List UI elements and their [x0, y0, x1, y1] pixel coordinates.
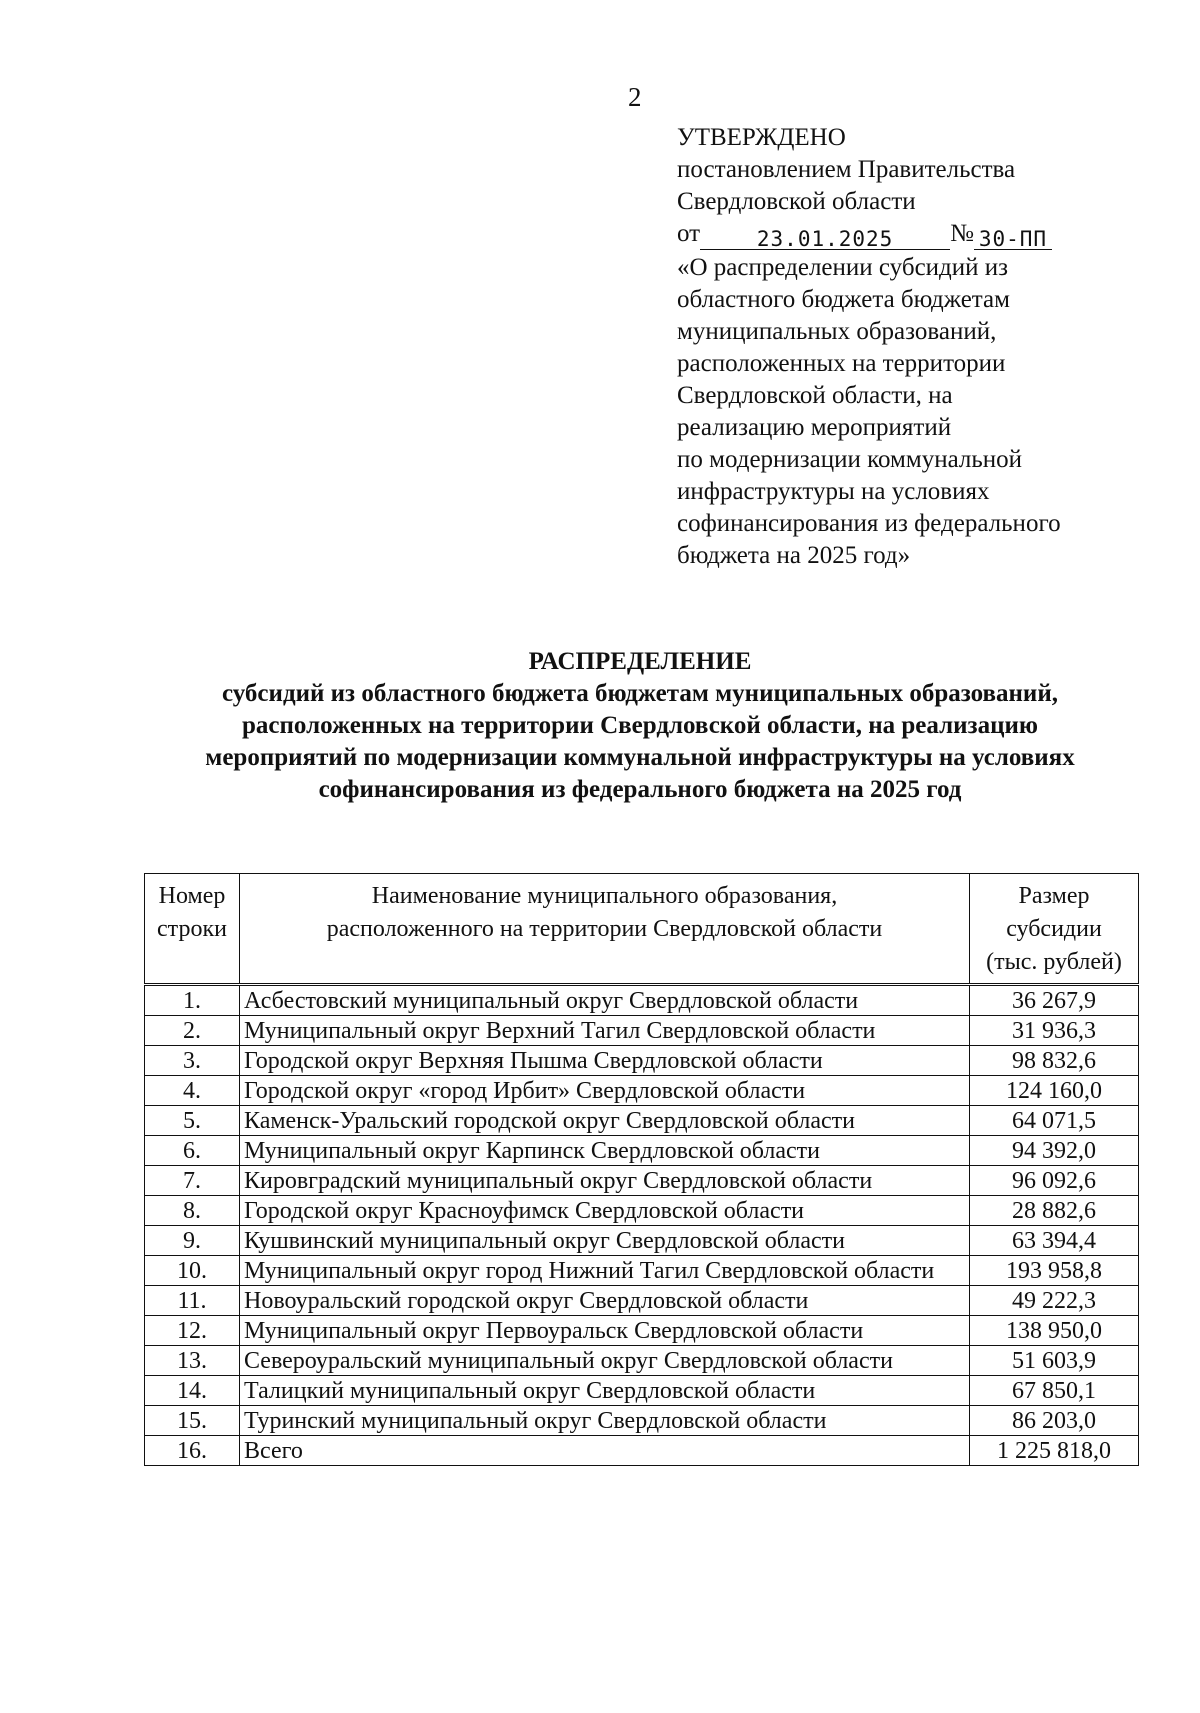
municipality-name: Городской округ Красноуфимск Свердловской области — [240, 1196, 970, 1226]
document-title-line: мероприятий по модернизации коммунальной инфраструктуры на условиях — [205, 744, 1075, 771]
number-field — [974, 223, 1052, 250]
subsidy-amount: 28 882,6 — [970, 1196, 1139, 1226]
subsidy-amount: 98 832,6 — [970, 1046, 1139, 1076]
row-number: 6. — [145, 1136, 240, 1166]
document-title-line: расположенных на территории Свердловской области, на реализацию — [242, 712, 1038, 739]
row-number: 15. — [145, 1406, 240, 1436]
header-name-line-2: расположенного на территории Свердловской области — [326, 916, 883, 942]
row-number: 1. — [145, 985, 240, 1016]
subsidy-amount: 31 936,3 — [970, 1016, 1139, 1046]
row-number: 7. — [145, 1166, 240, 1196]
page-number: 2 — [628, 82, 642, 112]
municipality-name: Туринский муниципальный округ Свердловской области — [240, 1406, 970, 1436]
date-field — [700, 223, 950, 250]
table-row — [145, 1316, 1139, 1346]
approval-title-line: «О распределении субсидий из — [677, 254, 1009, 281]
row-number: 13. — [145, 1346, 240, 1376]
approval-line-1: постановлением Правительства — [677, 156, 1016, 183]
approval-date: 23.01.2025 — [756, 227, 894, 251]
table-row — [145, 1076, 1139, 1106]
subsidy-amount: 138 950,0 — [970, 1316, 1139, 1346]
approval-title-line: по модернизации коммунальной — [677, 446, 1023, 473]
approval-title-line: Свердловской области, на — [677, 382, 953, 409]
municipality-name: Каменск-Уральский городской округ Свердловской области — [240, 1106, 970, 1136]
header-amount-line-2: субсидии — [1006, 916, 1102, 942]
header-subsidy-amount — [970, 874, 1139, 985]
subsidies-table — [144, 873, 1139, 1466]
municipality-name: Новоуральский городской округ Свердловской области — [240, 1286, 970, 1316]
table-row — [145, 1166, 1139, 1196]
header-amount-line-3: (тыс. рублей) — [986, 949, 1122, 975]
table-row — [145, 1016, 1139, 1046]
municipality-name: Талицкий муниципальный округ Свердловской области — [240, 1376, 970, 1406]
municipality-name: Асбестовский муниципальный округ Свердловской области — [240, 985, 970, 1016]
table-row — [145, 1136, 1139, 1166]
municipality-name: Муниципальный округ Карпинск Свердловской области — [240, 1136, 970, 1166]
approval-date-number-row — [677, 218, 1157, 250]
number-prefix: № — [950, 220, 974, 247]
table-row — [145, 1346, 1139, 1376]
table-row — [145, 985, 1139, 1016]
approval-stamp-block — [677, 122, 1157, 572]
subsidy-amount: 64 071,5 — [970, 1106, 1139, 1136]
municipality-name: Кировградский муниципальный округ Свердловской области — [240, 1166, 970, 1196]
header-number-line-2: строки — [157, 916, 227, 942]
header-name-line-1: Наименование муниципального образования, — [371, 883, 838, 909]
date-prefix: от — [677, 220, 701, 247]
table-row — [145, 1286, 1139, 1316]
total-label: Всего — [240, 1436, 970, 1466]
municipality-name: Муниципальный округ Первоуральск Свердловской области — [240, 1316, 970, 1346]
subsidy-amount: 96 092,6 — [970, 1166, 1139, 1196]
approval-title-line: софинансирования из федерального — [677, 510, 1061, 537]
table-row — [145, 1196, 1139, 1226]
subsidy-amount: 124 160,0 — [970, 1076, 1139, 1106]
table-row — [145, 1106, 1139, 1136]
table-row-total — [145, 1436, 1139, 1466]
approval-resolution-title — [677, 252, 1157, 572]
municipality-name: Североуральский муниципальный округ Свердловской области — [240, 1346, 970, 1376]
subsidy-amount: 36 267,9 — [970, 985, 1139, 1016]
table-row — [145, 1406, 1139, 1436]
table-row — [145, 1226, 1139, 1256]
approval-number: 30-ПП — [978, 227, 1048, 251]
document-title-line: субсидий из областного бюджета бюджетам муниципальных образований, — [222, 680, 1058, 707]
header-municipality-name — [240, 874, 970, 985]
approval-title-line: областного бюджета бюджетам — [677, 286, 1010, 313]
approval-title-line: расположенных на территории — [677, 350, 1006, 377]
municipality-name: Городской округ Верхняя Пышма Свердловской области — [240, 1046, 970, 1076]
total-amount: 1 225 818,0 — [970, 1436, 1139, 1466]
subsidy-amount: 67 850,1 — [970, 1376, 1139, 1406]
row-number: 16. — [145, 1436, 240, 1466]
approval-title-line: инфраструктуры на условиях — [677, 478, 990, 505]
row-number: 3. — [145, 1046, 240, 1076]
approval-line-2: Свердловской области — [677, 188, 916, 215]
subsidy-amount: 49 222,3 — [970, 1286, 1139, 1316]
subsidy-amount: 51 603,9 — [970, 1346, 1139, 1376]
approval-title-line: реализацию мероприятий — [677, 414, 952, 441]
header-row-number — [145, 874, 240, 985]
approval-heading: УТВЕРЖДЕНО — [677, 124, 846, 151]
table-row — [145, 1256, 1139, 1286]
row-number: 10. — [145, 1256, 240, 1286]
row-number: 8. — [145, 1196, 240, 1226]
row-number: 2. — [145, 1016, 240, 1046]
row-number: 14. — [145, 1376, 240, 1406]
header-number-line-1: Номер — [158, 883, 226, 909]
municipality-name: Муниципальный округ Верхний Тагил Свердловской области — [240, 1016, 970, 1046]
document-title-line: софинансирования из федерального бюджета на 2025 год — [318, 776, 962, 803]
approval-title-line: муниципальных образований, — [677, 318, 997, 345]
table-header-row — [145, 874, 1139, 985]
subsidy-amount: 63 394,4 — [970, 1226, 1139, 1256]
row-number: 11. — [145, 1286, 240, 1316]
subsidy-amount: 94 392,0 — [970, 1136, 1139, 1166]
table-row — [145, 1376, 1139, 1406]
document-title — [100, 646, 1180, 806]
header-amount-line-1: Размер — [1018, 883, 1090, 909]
municipality-name: Кушвинский муниципальный округ Свердловской области — [240, 1226, 970, 1256]
subsidy-amount: 193 958,8 — [970, 1256, 1139, 1286]
table-row — [145, 1046, 1139, 1076]
row-number: 9. — [145, 1226, 240, 1256]
subsidy-amount: 86 203,0 — [970, 1406, 1139, 1436]
row-number: 4. — [145, 1076, 240, 1106]
municipality-name: Городской округ «город Ирбит» Свердловской области — [240, 1076, 970, 1106]
document-heading: РАСПРЕДЕЛЕНИЕ — [528, 648, 752, 675]
row-number: 12. — [145, 1316, 240, 1346]
municipality-name: Муниципальный округ город Нижний Тагил Свердловской области — [240, 1256, 970, 1286]
approval-title-line: бюджета на 2025 год» — [677, 542, 911, 569]
row-number: 5. — [145, 1106, 240, 1136]
